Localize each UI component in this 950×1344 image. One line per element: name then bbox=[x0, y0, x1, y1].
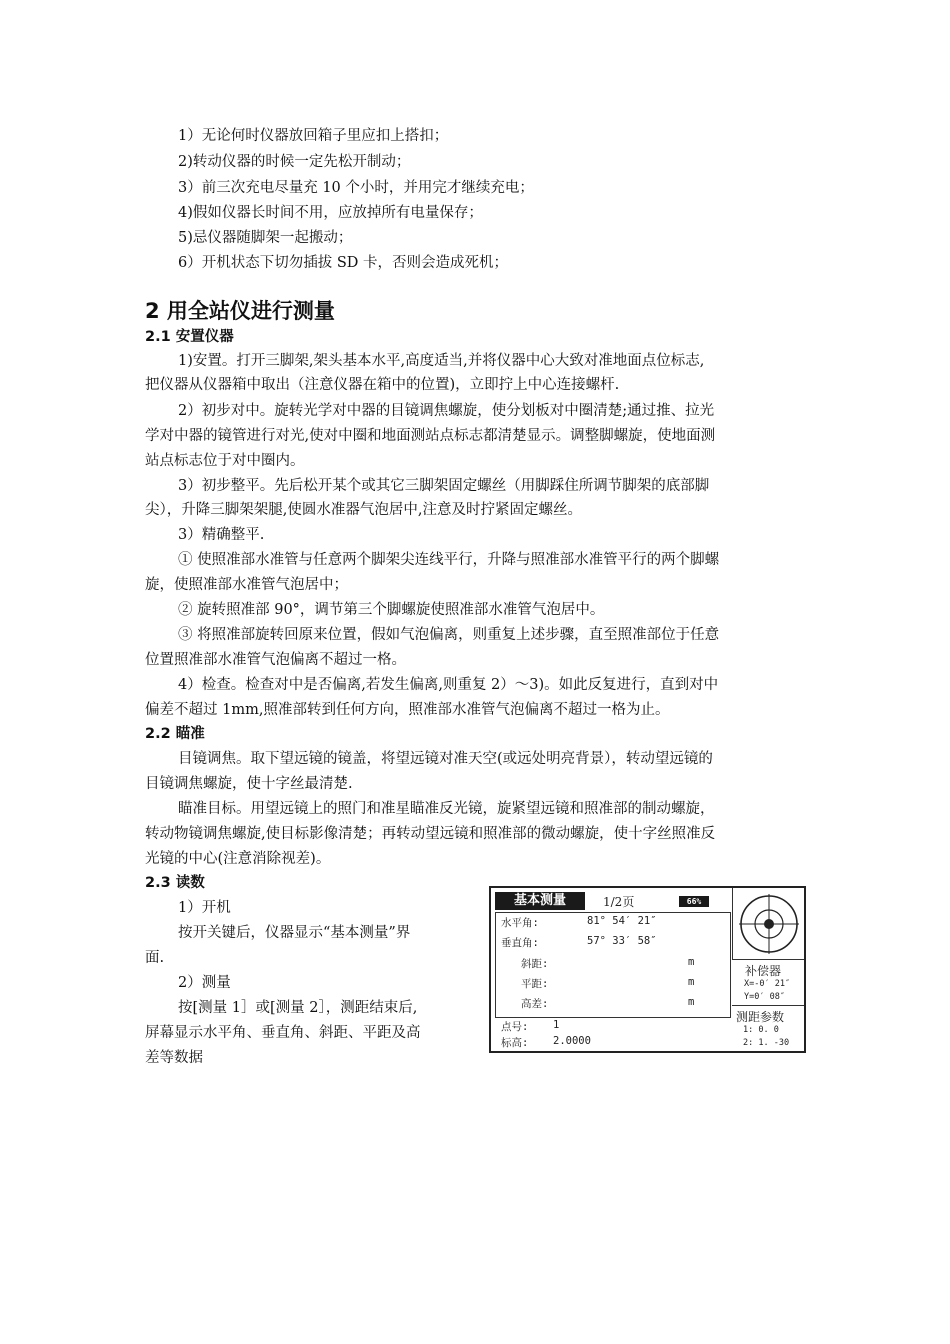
paragraph-line: 按[测量 1］或[测量 2］，测距结束后, bbox=[178, 1000, 418, 1016]
hz-angle-value: 81° 54′ 21″ bbox=[587, 915, 657, 927]
note-5: 5)忌仪器随脚架一起搬动； bbox=[178, 230, 353, 246]
note-6: 6）开机状态下切勿插拔 SD 卡，否则会造成死机； bbox=[178, 255, 509, 271]
dist-params-title: 测距参数 bbox=[736, 1010, 785, 1024]
section-title: 2 用全站仪进行测量 bbox=[145, 299, 335, 323]
paragraph-line: 学对中器的镜管进行对光,使对中圈和地面测站点标志都清楚显示。调整脚螺旋，使地面测 bbox=[145, 428, 716, 444]
paragraph-line: 站点标志位于对中圈内。 bbox=[145, 453, 305, 469]
instrument-screen bbox=[489, 886, 806, 1053]
paragraph-line: 目镜调焦螺旋，使十字丝最清楚. bbox=[145, 776, 353, 792]
slope-dist-label: 斜距: bbox=[521, 958, 549, 970]
point-value: 1 bbox=[553, 1019, 560, 1031]
horiz-dist-label: 平距: bbox=[521, 978, 549, 990]
height-diff-unit: m bbox=[688, 996, 695, 1008]
paragraph-line: 1）开机 bbox=[178, 900, 231, 916]
heading-2-3: 2.3 读数 bbox=[145, 875, 205, 891]
paragraph-line: 尖），升降三脚架架腿,使圆水准器气泡居中,注意及时拧紧固定螺丝。 bbox=[145, 502, 582, 518]
paragraph-line: 偏差不超过 1mm,照准部转到任何方向，照准部水准管气泡偏离不超过一格为止。 bbox=[145, 702, 670, 718]
v-angle-label: 垂直角: bbox=[501, 937, 539, 949]
paragraph-line: 屏幕显示水平角、垂直角、斜距、平距及高 bbox=[145, 1025, 421, 1041]
paragraph-line: 3）精确整平. bbox=[178, 527, 265, 543]
elevation-value: 2.0000 bbox=[553, 1035, 591, 1047]
paragraph-line: 目镜调焦。取下望远镜的镜盖，将望远镜对准天空(或远处明亮背景），转动望远镜的 bbox=[178, 751, 713, 767]
horiz-dist-unit: m bbox=[688, 976, 695, 988]
paragraph-line: ③ 将照准部旋转回原来位置，假如气泡偏离，则重复上述步骤，直至照准部位于任意 bbox=[178, 627, 720, 643]
paragraph-line: 3）初步整平。先后松开某个或其它三脚架固定螺丝（用脚踩住所调节脚架的底部脚 bbox=[178, 478, 710, 494]
bubble-level-icon bbox=[733, 888, 805, 960]
paragraph-line: 把仪器从仪器箱中取出（注意仪器在箱中的位置)，立即拧上中心连接螺杆. bbox=[145, 377, 620, 393]
slope-dist-unit: m bbox=[688, 956, 695, 968]
paragraph-line: 2）初步对中。旋转光学对中器的目镜调焦螺旋，使分划板对中圈清楚;通过推、拉光 bbox=[178, 403, 715, 419]
elevation-label: 标高: bbox=[501, 1037, 529, 1049]
divider bbox=[732, 1005, 804, 1006]
paragraph-line: 旋，使照准部水准管气泡居中； bbox=[145, 577, 348, 593]
compensator-y: Y=0′ 08″ bbox=[744, 992, 785, 1002]
point-label: 点号: bbox=[501, 1021, 529, 1033]
paragraph-line: 转动物镜调焦螺旋,使目标影像清楚；再转动望远镜和照准部的微动螺旋，使十字丝照准反 bbox=[145, 826, 716, 842]
paragraph-line: 面. bbox=[145, 950, 165, 966]
paragraph-line: 瞄准目标。用望远镜上的照门和准星瞄准反光镜，旋紧望远镜和照准部的制动螺旋， bbox=[178, 801, 715, 817]
paragraph-line: 4）检查。检查对中是否偏离,若发生偏离,则重复 2）～3)。如此反复进行，直到对中 bbox=[178, 677, 719, 693]
paragraph-line: 光镜的中心(注意消除视差)。 bbox=[145, 851, 331, 867]
paragraph-line: 1)安置。打开三脚架,架头基本水平,高度适当,并将仪器中心大致对准地面点位标志, bbox=[178, 353, 705, 369]
paragraph-line: 差等数据 bbox=[145, 1050, 203, 1066]
note-4: 4)假如仪器长时间不用，应放掉所有电量保存； bbox=[178, 205, 483, 221]
note-1: 1）无论何时仪器放回箱子里应扣上搭扣； bbox=[178, 128, 449, 144]
note-3: 3）前三次充电尽量充 10 个小时，并用完才继续充电； bbox=[178, 180, 534, 196]
heading-2-2: 2.2 瞄准 bbox=[145, 726, 205, 742]
paragraph-line: 按开关键后，仪器显示“基本测量”界 bbox=[178, 925, 411, 941]
height-diff-label: 高差: bbox=[521, 998, 549, 1010]
bubble-panel bbox=[732, 888, 804, 960]
paragraph-line: 位置照准部水准管气泡偏离不超过一格。 bbox=[145, 652, 406, 668]
dist-param-1: 1: 0. 0 bbox=[743, 1025, 779, 1035]
compensator-title: 补偿器 bbox=[745, 964, 782, 978]
dist-param-2: 2: 1. -30 bbox=[743, 1038, 790, 1048]
heading-2-1: 2.1 安置仪器 bbox=[145, 329, 234, 345]
screen-page-indicator: 1/2页 bbox=[603, 895, 635, 909]
paragraph-line: ① 使照准部水准管与任意两个脚架尖连线平行，升降与照准部水准管平行的两个脚螺 bbox=[178, 552, 720, 568]
note-2: 2)转动仪器的时候一定先松开制动； bbox=[178, 154, 411, 170]
battery-indicator: 66% bbox=[679, 896, 709, 907]
v-angle-value: 57° 33′ 58″ bbox=[587, 935, 657, 947]
paragraph-line: 2）测量 bbox=[178, 975, 231, 991]
hz-angle-label: 水平角: bbox=[501, 917, 539, 929]
compensator-x: X=-0′ 21″ bbox=[744, 979, 791, 989]
paragraph-line: ② 旋转照准部 90°，调节第三个脚螺旋使照准部水准管气泡居中。 bbox=[178, 602, 605, 618]
screen-title: 基本测量 bbox=[495, 892, 585, 910]
